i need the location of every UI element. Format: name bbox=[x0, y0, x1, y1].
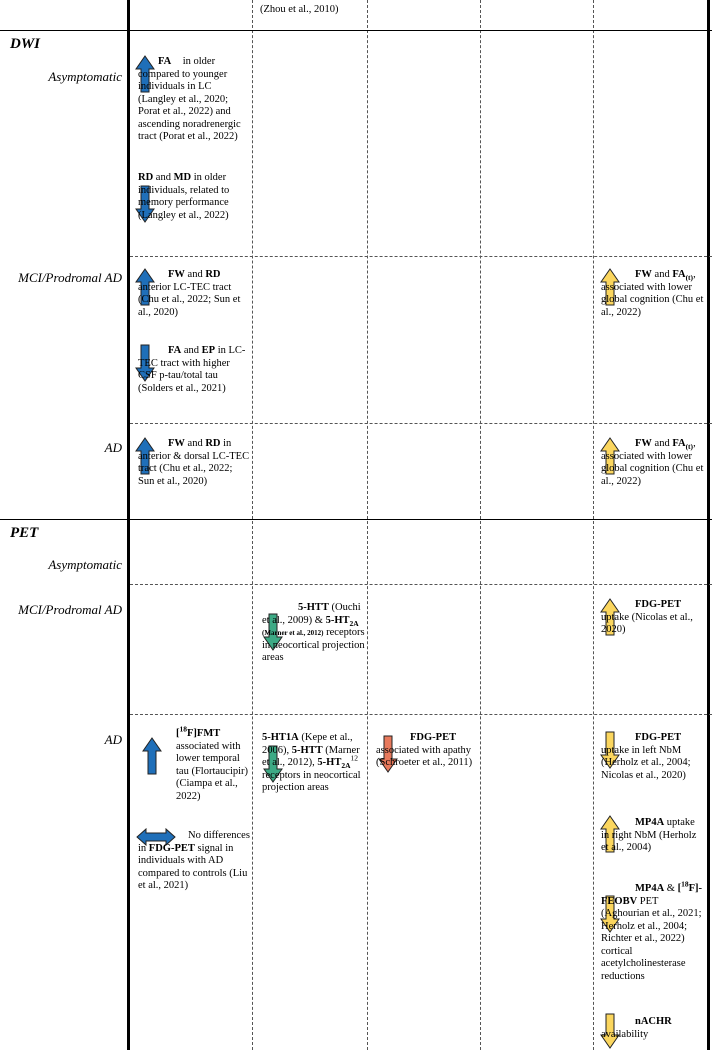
pet-mci-5htt-finding: 5-HTT (Ouchi et al., 2009) & $5-HT_{2A}$ (Marner et al., 2012) receptors in neocortical projection areas bbox=[262, 602, 365, 663]
section-divider bbox=[0, 519, 712, 520]
pet-ad-mp4a-finding: MP4A uptake in right NbM (Herholz et al., 2004) bbox=[601, 817, 697, 853]
column-divider bbox=[367, 0, 368, 1050]
stage-ad: AD bbox=[104, 732, 122, 747]
dwi-mci-fw-fa-cognition: FW and $FA_{(t)}$, associated with lower global cognition (Chu et al., 2022) bbox=[601, 269, 704, 318]
dwi-ad-fw-rd-finding: FW and RD in anterior & dorsal LC-TEC tract (Chu et al., 2022; Sun et al., 2020) bbox=[138, 438, 250, 487]
citation-zhou: (Zhou et al., 2010) bbox=[260, 4, 339, 15]
pet-ad-apathy-finding: FDG-PET associated with apathy (Schroeter et al., 2011) bbox=[376, 732, 473, 768]
section-divider bbox=[0, 30, 712, 31]
pet-ad-fdg-no-diff: No differences in FDG-PET signal in individuals with AD compared to controls (Liu et al., 2021) bbox=[138, 830, 250, 891]
dwi-mci-fw-rd-finding: FW and RD anterior LC-TEC tract (Chu et al., 2022; Sun et al., 2020) bbox=[138, 269, 241, 318]
dwi-ad-fw-fa-cognition: FW and $FA_{(t)}$, associated with lower global cognition (Chu et al., 2022) bbox=[601, 438, 704, 487]
stage-mci: MCI/Prodromal AD bbox=[18, 270, 122, 285]
dwi-mci-fa-ep-finding: FA and EP in LC-TEC tract with higher CSF p-tau/total tau (Solders et al., 2021) bbox=[138, 345, 246, 394]
pet-ad-fmt-finding: [$^{18}$F]FMT associated with lower temporal tau (Flortaucipir) (Ciampa et al., 2022) bbox=[176, 724, 249, 802]
dwi-asym-rd-md-finding: RD and MD in older individuals, related to memory performance (Langley et al., 2022) bbox=[138, 172, 230, 221]
pet-ad-fdg-nbm-finding: FDG-PET uptake in left NbM (Herholz et al., 2004; Nicolas et al., 2020) bbox=[601, 732, 691, 781]
pet-ad-feobv-finding: MP4A & [$^{18}$F]-FEOBV PET (Aghourian et al., 2021; Herholz et al., 2004; Richter et al., 2022) cortical acetylcholinesterase reductions bbox=[601, 879, 703, 982]
stage-asymptomatic: Asymptomatic bbox=[48, 557, 122, 572]
pet-ad-serotonin-finding: 5-HT1A (Kepe et al., 2006), 5-HTT (Marner et al., 2012), $5-HT_{2A}^{12}$ receptors in neocortical projection areas bbox=[262, 732, 361, 793]
column-divider-label bbox=[127, 0, 130, 1050]
column-divider bbox=[593, 0, 594, 1050]
dwi-asym-fa-head: FA bbox=[158, 56, 172, 67]
stage-asymptomatic: Asymptomatic bbox=[48, 69, 122, 84]
column-divider-right bbox=[707, 0, 710, 1050]
row-divider bbox=[130, 584, 712, 585]
pet-ad-nachr-finding: nACHR availability bbox=[601, 1016, 672, 1040]
stage-ad: AD bbox=[104, 440, 122, 455]
column-divider bbox=[480, 0, 481, 1050]
section-title-dwi: DWI bbox=[10, 36, 41, 52]
column-divider bbox=[252, 0, 253, 1050]
section-title-pet: PET bbox=[10, 525, 39, 541]
dwi-asym-fa-finding: in older compared to younger individuals in LC (Langley et al., 2020; Porat et al., 2022) and ascending noradrenergic tract (Porat et al., 2022) bbox=[138, 56, 241, 142]
row-divider bbox=[130, 256, 712, 257]
row-divider bbox=[130, 714, 712, 715]
pet-mci-fdg-finding: FDG-PET uptake (Nicolas et al., 2020) bbox=[601, 599, 693, 635]
row-divider bbox=[130, 423, 712, 424]
increase-arrow-icon bbox=[142, 737, 162, 775]
stage-mci: MCI/Prodromal AD bbox=[18, 602, 122, 617]
